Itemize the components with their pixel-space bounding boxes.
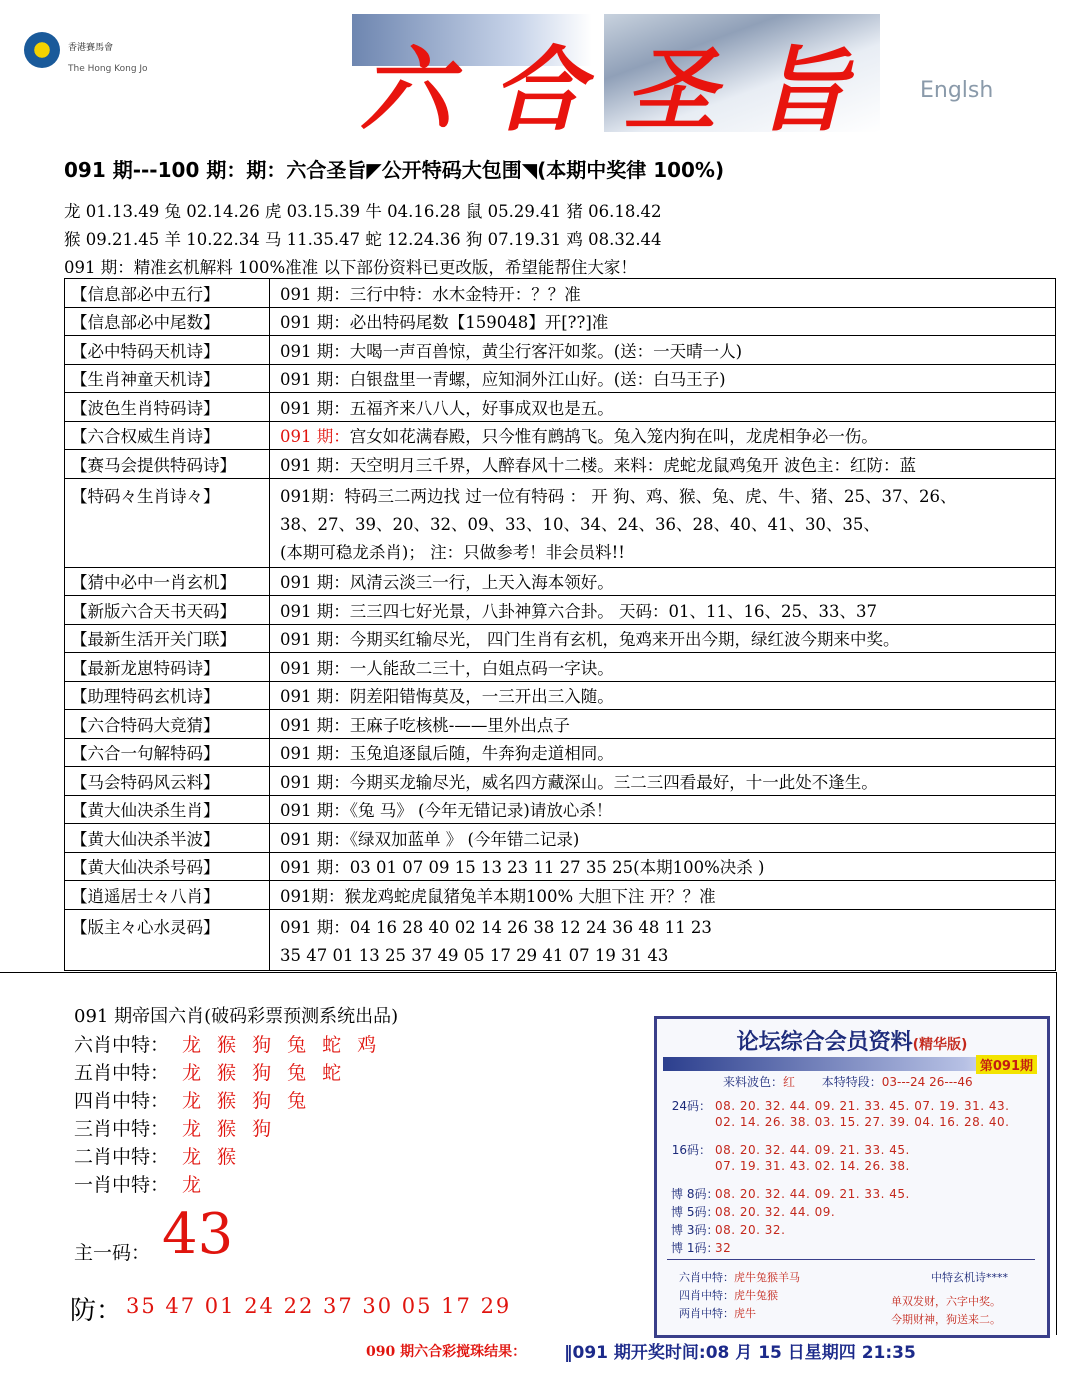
defend-numbers: 35 47 01 24 22 37 30 05 17 29 — [126, 1294, 512, 1318]
row-label: 【猜中必中一肖玄机】 — [65, 567, 270, 596]
english-link[interactable]: Englsh — [920, 78, 994, 103]
card-pick-row — [679, 1269, 800, 1285]
table-row — [65, 364, 1056, 393]
logo-chinese-text: 香港賽馬會 — [68, 43, 114, 53]
table-row — [65, 307, 1056, 336]
card-pick-row — [679, 1305, 756, 1321]
zodiac-number-line: 龙 01.13.49 兔 02.14.26 虎 03.15.39 牛 04.16.28 鼠 05.29.41 猪 06.18.42 — [64, 202, 662, 221]
row-content: 091 期：王麻子吃核桃-——里外出点子 — [270, 710, 1056, 739]
row-label: 【最新龙崽特码诗】 — [65, 653, 270, 682]
next-draw-time: ‖091 期开奖时间:08 月 15 日星期四 21:35 — [564, 1343, 916, 1363]
row-content: 091期：猴龙鸡蛇虎鼠猪兔羊本期100% 大胆下注 开？？准 — [270, 881, 1056, 910]
banner-title: 六合圣旨 — [360, 36, 889, 144]
row-content: 091 期：《兔 马》 (今年无错记录)请放心杀！ — [270, 795, 1056, 824]
card-subtitle: (精华版) — [912, 1037, 968, 1053]
card-poem-line: 单双发财，六字中奖。 — [891, 1295, 1001, 1308]
segment-value: 03---24 26---46 — [881, 1075, 973, 1089]
logo-english-text: The Hong Kong Jo — [68, 64, 148, 74]
pick-label: 六肖中特： — [74, 1034, 170, 1056]
pick-row — [74, 1058, 346, 1085]
card-number-row — [671, 1115, 1009, 1129]
pick-values: 龙 猴 狗 兔 蛇 — [182, 1062, 347, 1084]
row-values: 08. 20. 32. 44. 09. 21. 33. 45. — [715, 1187, 910, 1201]
row-label: 【六合一句解特码】 — [65, 738, 270, 767]
card-title — [657, 1025, 1047, 1056]
row-content — [270, 478, 1056, 567]
row-content-line: 38、27、39、20、32、09、33、10、34、24、36、28、40、41、30、35、 — [280, 514, 880, 534]
card-number-row — [671, 1185, 910, 1202]
pick-key: 六肖中特： — [679, 1271, 734, 1284]
main-number-label: 主一码： — [74, 1242, 151, 1264]
card-poem-title: 中特玄机诗**** — [931, 1271, 1008, 1284]
table-row — [65, 881, 1056, 910]
row-content: 091 期：一人能敌二三十，白姐点码一字诀。 — [270, 653, 1056, 682]
banner — [0, 0, 1088, 148]
row-key: 博 3码： — [671, 1223, 719, 1237]
pick-row — [74, 1170, 206, 1197]
pick-label: 四肖中特： — [74, 1090, 170, 1112]
card-number-row — [671, 1141, 910, 1158]
row-content: 091 期：必出特码尾数【159048】开[??]准 — [270, 307, 1056, 336]
row-key: 博 1码： — [671, 1241, 719, 1255]
table-row — [65, 681, 1056, 710]
row-content: 091 期：《绿双加蓝单 》 (今年错二记录) — [270, 824, 1056, 853]
card-number-row — [671, 1239, 731, 1256]
pick-values: 龙 猴 狗 — [182, 1118, 277, 1140]
card-number-row — [671, 1159, 910, 1173]
pick-row — [74, 1114, 276, 1141]
row-content: 091 期：五福齐来八八人，好事成双也是五。 — [270, 393, 1056, 422]
card-issue-badge: 第091期 — [976, 1055, 1037, 1074]
card-divider — [667, 1259, 1035, 1260]
row-content: 091 期：今期买红输尽光， 四门生肖有玄机，兔鸡来开出今期，绿红波今期来中奖。 — [270, 624, 1056, 653]
row-key: 博 8码： — [671, 1187, 719, 1201]
table-row — [65, 567, 1056, 596]
table-row — [65, 450, 1056, 479]
zodiac-number-line: 猴 09.21.45 羊 10.22.34 马 11.35.47 蛇 12.24.36 狗 07.19.31 鸡 08.32.44 — [64, 230, 662, 249]
pick-label: 三肖中特： — [74, 1118, 170, 1140]
row-label: 【六合特码大竞猜】 — [65, 710, 270, 739]
row-label: 【新版六合天书天码】 — [65, 596, 270, 625]
row-values: 08. 20. 32. — [715, 1223, 786, 1237]
row-content: 091 期：天空明月三千界，人醉春风十二楼。来料：虎蛇龙鼠鸡兔开 波色主：红防：蓝 — [270, 450, 1056, 479]
source-label: 来料波色： — [723, 1075, 784, 1089]
row-label: 【必中特码天机诗】 — [65, 336, 270, 365]
row-content-text: 宫女如花满春殿，只今惟有鹧鸪飞。兔入笼内狗在叫，龙虎相争必一伤。 — [349, 427, 878, 447]
card-number-row — [671, 1203, 835, 1220]
notice-text: 091 期：精准玄机解料 100%准准 以下部份资料已更改版，希望能帮住大家！ — [64, 258, 637, 277]
table-row — [65, 336, 1056, 365]
table-row — [65, 393, 1056, 422]
row-label: 【信息部必中五行】 — [65, 279, 270, 308]
pick-values: 龙 猴 狗 兔 蛇 鸡 — [182, 1034, 382, 1056]
row-label: 【版主々心水灵码】 — [65, 909, 270, 970]
pick-values: 龙 — [182, 1174, 207, 1196]
row-content-line: 35 47 01 13 25 37 49 05 17 29 41 07 19 31 43 — [280, 945, 669, 965]
pick-values: 龙 猴 狗 兔 — [182, 1090, 312, 1112]
row-label: 【生肖神童天机诗】 — [65, 364, 270, 393]
table-row — [65, 421, 1056, 450]
previous-draw-result-label: 090 期六合彩搅珠结果： — [366, 1344, 527, 1360]
pick-values: 龙 猴 — [182, 1146, 242, 1168]
table-row — [65, 653, 1056, 682]
card-number-row — [671, 1221, 785, 1238]
pick-label: 二肖中特： — [74, 1146, 170, 1168]
pick-value: 虎牛兔猴羊马 — [734, 1271, 800, 1284]
prediction-table — [64, 278, 1056, 971]
table-row — [65, 852, 1056, 881]
pick-label: 一肖中特： — [74, 1174, 170, 1196]
row-key: 24码： — [671, 1099, 711, 1113]
pick-key: 两肖中特： — [679, 1307, 734, 1320]
table-row — [65, 596, 1056, 625]
empire-picks-title: 091 期帝国六肖(破码彩票预测系统出品) — [74, 1006, 399, 1027]
jockey-club-logo-icon[interactable] — [24, 32, 60, 68]
card-number-row — [671, 1097, 1009, 1114]
pick-row — [74, 1030, 381, 1057]
card-poem-line: 今期财神，狗送来二。 — [891, 1313, 1001, 1326]
table-row — [65, 824, 1056, 853]
main-number-value: 43 — [162, 1202, 234, 1267]
row-label: 【马会特码风云料】 — [65, 767, 270, 796]
table-row — [65, 279, 1056, 308]
row-label: 【六合权威生肖诗】 — [65, 421, 270, 450]
row-content — [270, 421, 1056, 450]
pick-key: 四肖中特： — [679, 1289, 734, 1302]
row-key: 16码： — [671, 1143, 711, 1157]
row-content: 091 期：玉兔追逐鼠后随，牛奔狗走道相同。 — [270, 738, 1056, 767]
card-pick-row — [679, 1287, 778, 1303]
row-values: 07. 19. 31. 43. 02. 14. 26. 38. — [715, 1159, 910, 1173]
row-label: 【黄大仙决杀号码】 — [65, 852, 270, 881]
row-key: 博 5码： — [671, 1205, 719, 1219]
row-values: 08. 20. 32. 44. 09. 21. 33. 45. — [715, 1143, 910, 1157]
row-content-line: (本期可稳龙杀肖)； 注：只做参考！非会员料!! — [280, 542, 625, 562]
table-row — [65, 624, 1056, 653]
row-values: 32 — [715, 1241, 732, 1255]
source-value: 红 — [783, 1075, 796, 1089]
pick-label: 五肖中特： — [74, 1062, 170, 1084]
row-content: 091 期：三行中特：水木金特开：？？准 — [270, 279, 1056, 308]
row-label: 【最新生活开关门联】 — [65, 624, 270, 653]
issue-number-red: 091 期： — [280, 427, 350, 447]
row-content — [270, 909, 1056, 970]
page-headline: 091 期---100 期：期：六合圣旨◤公开特码大包围◥(本期中奖律 100%) — [64, 158, 725, 182]
pick-row — [74, 1142, 241, 1169]
row-content: 091 期：风清云淡三一行，上天入海本领好。 — [270, 567, 1056, 596]
defend-label: 防： — [70, 1296, 123, 1326]
row-label: 【赛马会提供特码诗】 — [65, 450, 270, 479]
card-title-text: 论坛综合会员资料 — [736, 1030, 913, 1055]
row-content: 091 期：今期买龙输尽光，威名四方藏深山。三二三四看最好，十一此处不逢生。 — [270, 767, 1056, 796]
table-row — [65, 478, 1056, 567]
row-values: 08. 20. 32. 44. 09. 21. 33. 45. 07. 19. 31. 43. — [715, 1099, 1010, 1113]
row-content-line: 091 期：04 16 28 40 02 14 26 38 12 24 36 48 11 23 — [280, 917, 712, 937]
row-label: 【助理特码玄机诗】 — [65, 681, 270, 710]
pick-value: 虎牛兔猴 — [734, 1289, 778, 1302]
pick-value: 虎牛 — [734, 1307, 756, 1320]
row-label: 【信息部必中尾数】 — [65, 307, 270, 336]
row-label: 【逍遥居士々八肖】 — [65, 881, 270, 910]
row-values: 02. 14. 26. 38. 03. 15. 27. 39. 04. 16. 28. 40. — [715, 1115, 1010, 1129]
row-label: 【黄大仙决杀生肖】 — [65, 795, 270, 824]
pick-row — [74, 1086, 311, 1113]
table-row — [65, 795, 1056, 824]
table-row — [65, 909, 1056, 970]
table-row — [65, 767, 1056, 796]
segment-label: 本特特段： — [821, 1075, 882, 1089]
row-label: 【特码々生肖诗々】 — [65, 478, 270, 567]
row-values: 08. 20. 32. 44. 09. — [715, 1205, 836, 1219]
card-source-line — [723, 1073, 973, 1090]
row-label: 【波色生肖特码诗】 — [65, 393, 270, 422]
row-content: 091 期：三三四七好光景，八卦神算六合卦。 天码：01、11、16、25、33、37 — [270, 596, 1056, 625]
member-info-card — [654, 1016, 1050, 1338]
row-label: 【黄大仙决杀半波】 — [65, 824, 270, 853]
table-row — [65, 738, 1056, 767]
row-content-line: 091期：特码三二两边找 过一位有特码 ： 开 狗、鸡、猴、兔、虎、牛、猪、25、37、26、 — [280, 486, 957, 506]
row-content: 091 期：大喝一声百兽惊，黄尘行客汗如浆。(送：一天晴一人) — [270, 336, 1056, 365]
row-content: 091 期：白银盘里一青螺，应知洞外江山好。(送：白马王子) — [270, 364, 1056, 393]
row-content: 091 期：阴差阳错悔莫及，一三开出三入随。 — [270, 681, 1056, 710]
row-content: 091 期：03 01 07 09 15 13 23 11 27 35 25(本期100%决杀 ) — [270, 852, 1056, 881]
table-row — [65, 710, 1056, 739]
